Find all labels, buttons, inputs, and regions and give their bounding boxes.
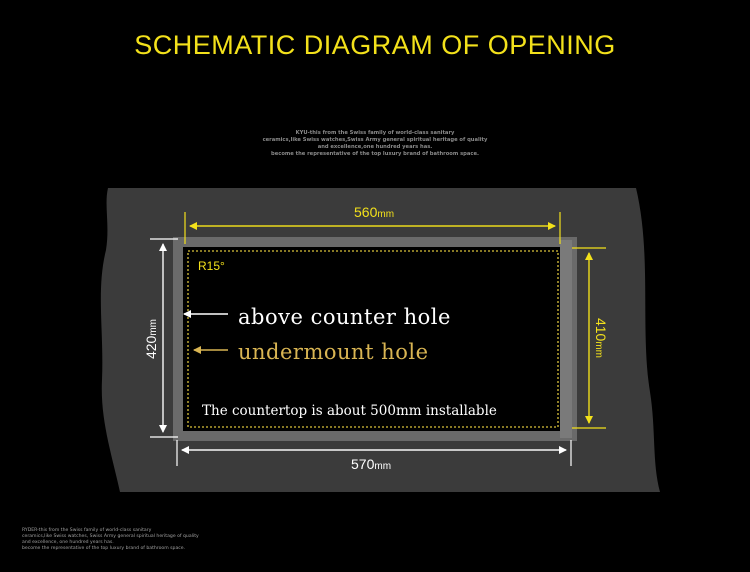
blurb-line: become the representative of the top luxury brand of bathroom space. [271, 151, 479, 157]
dim-top-value: 560 [354, 204, 378, 220]
footer-line: ceramics,like Swiss watches, Swiss Army general spiritual heritage of quality [22, 534, 199, 539]
blurb-line: KYU-this from the Swiss family of world-class sanitary [295, 130, 455, 136]
installation-note: The countertop is about 500mm installable [202, 403, 497, 419]
radius-label: R15° [198, 259, 225, 273]
footer-line: RYDER-this from the Swiss family of world-class sanitary [22, 528, 152, 533]
dim-bottom-unit: mm [374, 461, 392, 472]
footer-blurb [22, 528, 282, 552]
dim-top-unit: mm [377, 209, 395, 220]
undermount-label: undermount hole [238, 340, 429, 364]
blurb-line: ceramics,like Swiss watches,Swiss Army general spiritual heritage of quality [262, 137, 488, 143]
footer-line: and excellence, one hundred years has. [22, 540, 114, 545]
page-title: SCHEMATIC DIAGRAM OF OPENING [134, 30, 616, 60]
dim-left-unit: mm [148, 318, 159, 336]
dim-bottom-value: 570 [351, 456, 375, 472]
dim-right-unit: mm [593, 341, 604, 359]
above-counter-label: above counter hole [238, 305, 451, 329]
dim-bottom-label [351, 456, 391, 472]
blurb-line: and excellence,one hundred years has. [317, 144, 433, 150]
dim-left-value: 420 [143, 335, 159, 360]
footer-line: become the representative of the top luxury brand of bathroom space. [22, 546, 186, 551]
dim-top-label [354, 204, 394, 220]
hole-rim-right [560, 240, 572, 438]
dim-right-value: 410 [593, 317, 609, 342]
